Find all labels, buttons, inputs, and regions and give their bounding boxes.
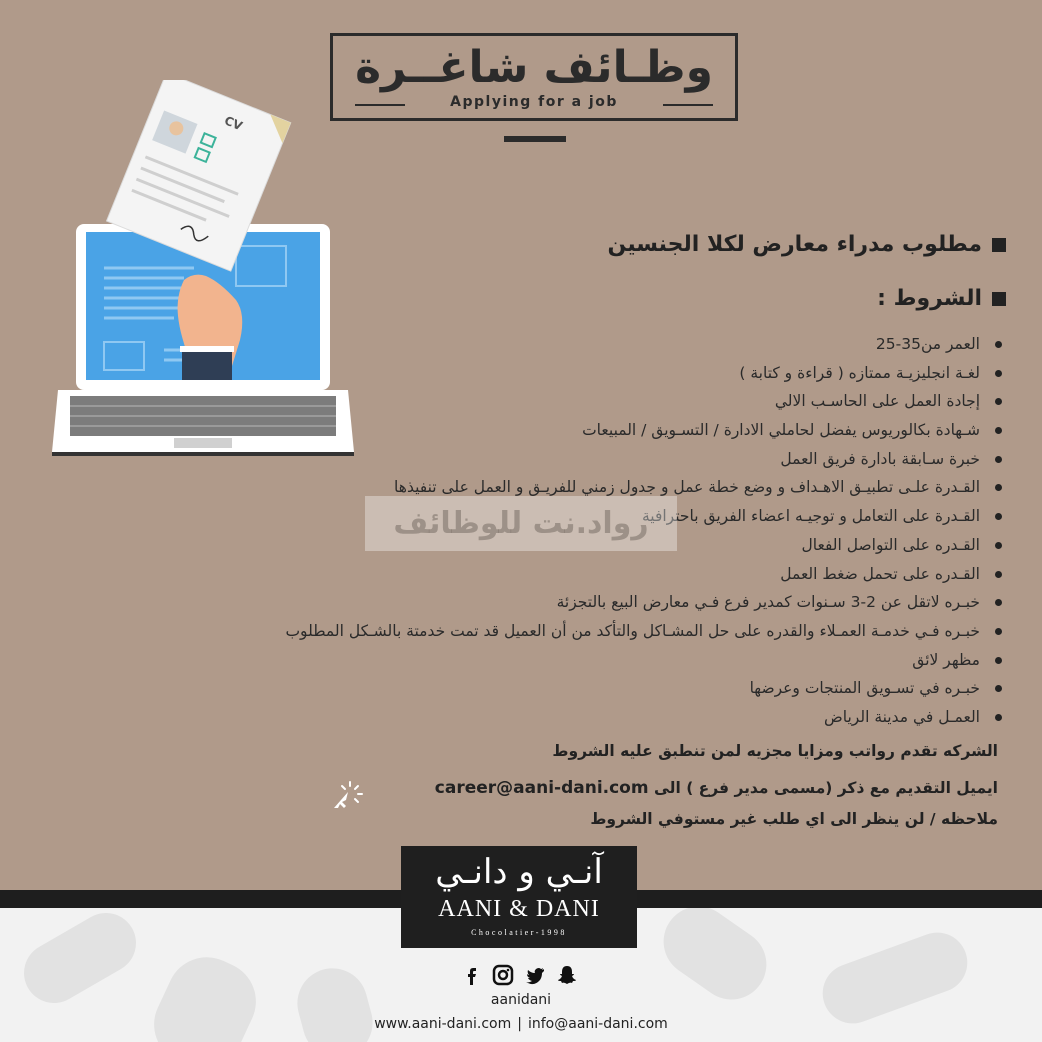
watermark: رواد.نت للوظائف: [365, 496, 677, 551]
info-email-link[interactable]: info@aani-dani.com: [527, 1016, 668, 1032]
sleeve: [182, 348, 232, 380]
title-underline: [504, 136, 566, 142]
snapchat-icon[interactable]: [556, 964, 578, 986]
bullet-dot-icon: [995, 513, 1002, 520]
square-bullet-icon: [992, 238, 1006, 252]
square-bullet-icon: [992, 292, 1006, 306]
list-item: [285, 646, 980, 675]
social-icons: [454, 964, 584, 986]
benefits-text: الشركه تقدم رواتب ومزايا مجزيه لمن تنطبق عليه الشروط: [552, 742, 998, 760]
bullet-dot-icon: [995, 398, 1002, 405]
list-item: [285, 674, 980, 703]
cursor-click-icon: [330, 778, 366, 812]
requirement-text: خبـره فـي خدمـة العمـلاء والقدره على حل المشـاكل والتأكد من أن العميل قد تمت خدمتة بالشـكل المطلوب: [285, 621, 980, 640]
note-text: ملاحظه / لن ينظر الى اي طلب غير مستوفي الشروط: [590, 810, 998, 828]
title-box: [330, 33, 738, 121]
list-item: [285, 588, 980, 617]
bullet-dot-icon: [995, 657, 1002, 664]
conditions-heading: [877, 286, 1006, 311]
career-email-link[interactable]: career@aani-dani.com: [434, 778, 649, 798]
apply-line: [435, 778, 998, 798]
title-arabic: وظـائف شاغــرة: [355, 42, 713, 93]
apply-prefix: ايميل التقديم مع ذكر (مسمى مدير فرع ) الى: [653, 779, 998, 797]
requirement-text: لغـة انجليزيـة ممتازه ( قراءة و كتابة ): [739, 363, 980, 382]
bullet-dot-icon: [995, 427, 1002, 434]
list-item: [285, 359, 980, 388]
list-item: [285, 617, 980, 646]
requirement-text: العمر من35-25: [875, 335, 980, 353]
twitter-icon[interactable]: [524, 964, 546, 986]
job-heading: [608, 232, 1006, 257]
bullet-dot-icon: [995, 542, 1002, 549]
requirement-text: القـدره على تحمل ضغط العمل: [780, 564, 980, 583]
list-item: [285, 387, 980, 416]
website-link[interactable]: www.aani-dani.com: [374, 1016, 512, 1032]
conditions-heading-text: الشروط :: [877, 286, 982, 311]
logo-english: AANI & DANI: [438, 896, 600, 922]
requirement-text: القـدرة علـى تطبيـق الاهـداف و وضع خطة عمل و جدول زمني للفريـق و العمل على تنفيذها: [394, 478, 980, 497]
logo-arabic: آنـي و دانـي: [435, 852, 603, 892]
requirement-text: القـدره على التواصل الفعال: [801, 535, 980, 554]
list-item: [285, 330, 980, 359]
social-handle: aanidani: [490, 992, 552, 1008]
logo-subtitle: Chocolatier-1998: [471, 928, 567, 937]
title-right-rule: [663, 104, 713, 106]
bullet-dot-icon: [995, 628, 1002, 635]
bullet-dot-icon: [995, 599, 1002, 606]
bullet-dot-icon: [995, 370, 1002, 377]
requirement-text: العمـل في مدينة الرياض: [824, 707, 980, 726]
requirement-text: خبرة سـابقة بادارة فريق العمل: [780, 449, 980, 468]
requirement-text: شـهادة بكالوريوس يفضل لحاملي الادارة / التسـويق / المبيعات: [582, 421, 980, 440]
list-item: [285, 703, 980, 732]
requirement-text: إجادة العمل على الحاسـب الالي: [774, 392, 980, 411]
bullet-dot-icon: [995, 571, 1002, 578]
list-item: [285, 416, 980, 445]
requirement-text: مظهر لائق: [912, 650, 980, 669]
title-english: Applying for a job: [450, 94, 618, 110]
requirement-text: خبـره في تسـويق المنتجات وعرضها: [749, 679, 980, 698]
trackpad: [174, 438, 232, 448]
brand-logo: [401, 846, 637, 948]
instagram-icon[interactable]: [492, 964, 514, 986]
bullet-dot-icon: [995, 714, 1002, 721]
contact-links: [0, 1016, 1042, 1032]
cuff: [180, 346, 234, 352]
bullet-dot-icon: [995, 484, 1002, 491]
bullet-dot-icon: [995, 341, 1002, 348]
bullet-dot-icon: [995, 456, 1002, 463]
requirement-text: القـدرة على التعامل و توجيـه اعضاء الفريق باحترافية: [641, 507, 980, 526]
facebook-icon[interactable]: [460, 964, 482, 986]
job-heading-text: مطلوب مدراء معارض لكلا الجنسين: [607, 232, 982, 257]
separator: |: [517, 1016, 522, 1032]
bullet-dot-icon: [995, 685, 1002, 692]
list-item: [285, 445, 980, 474]
list-item: [285, 560, 980, 589]
requirement-text: خبـره لاتقل عن 2-3 سـنوات كمدير فرع فـي معارض البيع بالتجزئة: [556, 593, 980, 612]
cv-label: CV: [222, 113, 245, 134]
